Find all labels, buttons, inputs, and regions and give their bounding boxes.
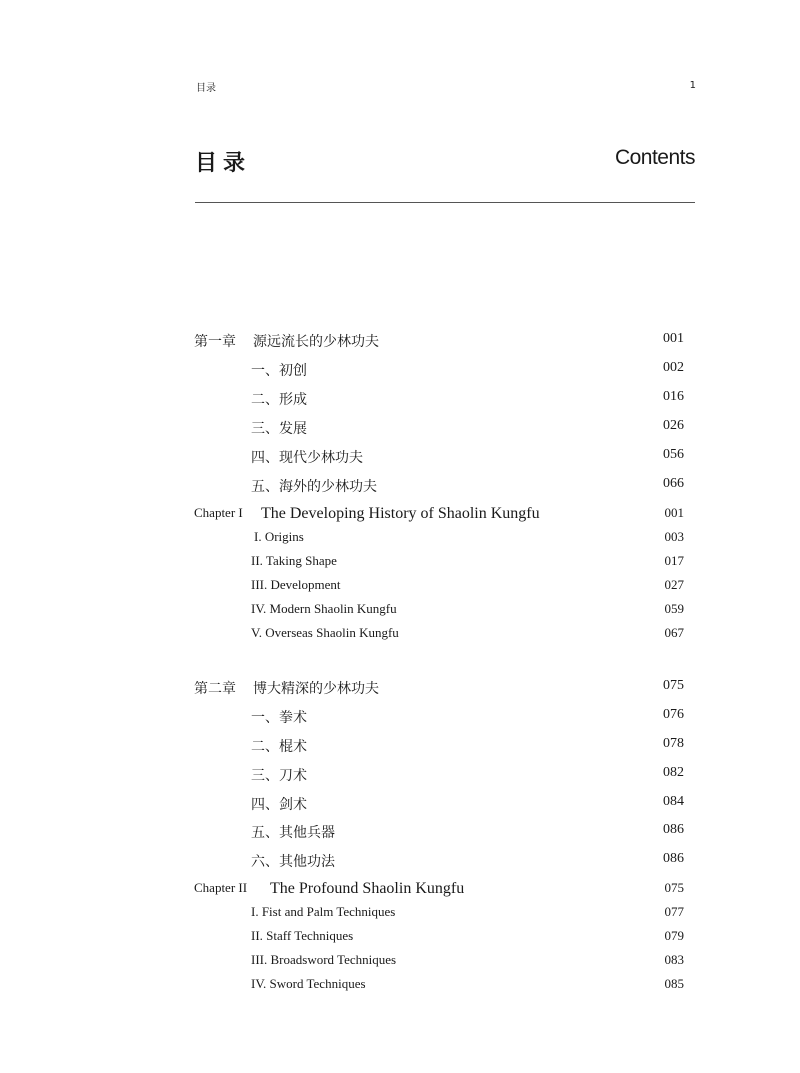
toc-entry-label: IV. Modern Shaolin Kungfu xyxy=(251,601,397,616)
toc-entry[interactable] xyxy=(194,794,684,816)
toc-entry[interactable] xyxy=(194,765,684,787)
toc-entry-label: III. Development xyxy=(251,577,341,592)
toc-entry[interactable] xyxy=(194,447,684,469)
running-head: 目录 xyxy=(196,83,216,94)
chapter-number: Chapter I xyxy=(194,505,243,520)
toc-entry-page: 067 xyxy=(664,625,684,640)
toc-chapter-2-cn[interactable] xyxy=(194,678,684,700)
chapter-title: 源远流长的少林功夫 xyxy=(253,334,379,350)
toc-entry[interactable] xyxy=(194,577,684,599)
toc-entry[interactable] xyxy=(194,904,684,926)
toc-entry[interactable] xyxy=(194,707,684,729)
title-divider xyxy=(195,202,695,203)
toc-entry-page: 016 xyxy=(663,389,684,404)
toc-entry[interactable] xyxy=(194,418,684,440)
toc-entry-label: III. Broadsword Techniques xyxy=(251,952,397,967)
toc-entry-label: 五、海外的少林功夫 xyxy=(251,479,377,495)
toc-entry-page: 085 xyxy=(664,976,684,991)
toc-entry-page: 076 xyxy=(663,707,684,722)
toc-entry-page: 086 xyxy=(663,822,684,837)
toc-entry-page: 084 xyxy=(663,794,684,809)
toc-entry-label: 六、其他功法 xyxy=(251,854,335,870)
toc-entry-page: 059 xyxy=(664,601,684,616)
toc-entry-label: V. Overseas Shaolin Kungfu xyxy=(251,625,399,640)
toc-entry-page: 056 xyxy=(663,447,684,462)
toc-chapter-1-cn[interactable] xyxy=(194,331,684,353)
toc-entry-page: 078 xyxy=(663,736,684,751)
toc-entry-label: 四、现代少林功夫 xyxy=(251,450,363,466)
toc-entry-label: 四、剑术 xyxy=(251,797,307,813)
toc-entry-label: 三、发展 xyxy=(251,421,307,437)
toc-entry-page: 002 xyxy=(663,360,684,375)
toc-entry[interactable] xyxy=(194,529,684,551)
toc-entry-label: 一、拳术 xyxy=(251,710,307,726)
toc-entry-page: 082 xyxy=(663,765,684,780)
toc-entry-page: 083 xyxy=(664,952,684,967)
toc-chapter-1-en[interactable] xyxy=(194,505,684,527)
toc-entry[interactable] xyxy=(194,822,684,844)
toc-chapter-2-en[interactable] xyxy=(194,880,684,902)
toc-entry-label: 一、初创 xyxy=(251,363,307,379)
toc-entry-label: I. Origins xyxy=(254,529,304,544)
toc-entry[interactable] xyxy=(194,553,684,575)
toc-entry-label: I. Fist and Palm Techniques xyxy=(251,904,396,919)
chapter-page: 001 xyxy=(663,331,684,346)
toc-entry-page: 066 xyxy=(663,476,684,491)
chapter-title: 博大精深的少林功夫 xyxy=(253,681,379,697)
toc-entry[interactable] xyxy=(194,952,684,974)
toc-entry-page: 017 xyxy=(664,553,684,568)
toc-entry-label: II. Staff Techniques xyxy=(251,928,354,943)
chapter-number: 第二章 xyxy=(194,681,236,697)
chapter-number: Chapter II xyxy=(194,880,248,895)
chapter-number: 第一章 xyxy=(194,334,236,350)
toc-entry-page: 077 xyxy=(664,904,684,919)
toc-entry[interactable] xyxy=(194,476,684,498)
toc-entry-label: II. Taking Shape xyxy=(251,553,337,568)
chapter-title: The Profound Shaolin Kungfu xyxy=(270,880,465,897)
toc-entry-page: 003 xyxy=(664,529,684,544)
contents-title-chinese: 目录 xyxy=(195,151,252,176)
toc-entry-page: 027 xyxy=(664,577,684,592)
toc-entry[interactable] xyxy=(194,928,684,950)
toc-entry[interactable] xyxy=(194,736,684,758)
toc-entry-label: 三、刀术 xyxy=(251,768,307,784)
toc-entry-page: 026 xyxy=(663,418,684,433)
toc-entry[interactable] xyxy=(194,389,684,411)
toc-entry-label: 五、其他兵器 xyxy=(251,825,335,841)
toc-entry[interactable] xyxy=(194,360,684,382)
toc-entry[interactable] xyxy=(194,601,684,623)
chapter-title: The Developing History of Shaolin Kungfu xyxy=(261,505,540,522)
toc-entry[interactable] xyxy=(194,976,684,998)
toc-entry-page: 079 xyxy=(664,928,684,943)
chapter-page: 075 xyxy=(664,880,684,895)
toc-entry-page: 086 xyxy=(663,851,684,866)
page-number: 1 xyxy=(689,80,696,91)
toc-entry[interactable] xyxy=(194,625,684,647)
toc-entry-label: IV. Sword Techniques xyxy=(251,976,366,991)
chapter-page: 075 xyxy=(663,678,684,693)
toc-entry-label: 二、棍术 xyxy=(251,739,307,755)
toc-entry-label: 二、形成 xyxy=(251,392,307,408)
contents-title-english: Contents xyxy=(614,146,695,169)
chapter-page: 001 xyxy=(664,505,684,520)
toc-entry[interactable] xyxy=(194,851,684,873)
